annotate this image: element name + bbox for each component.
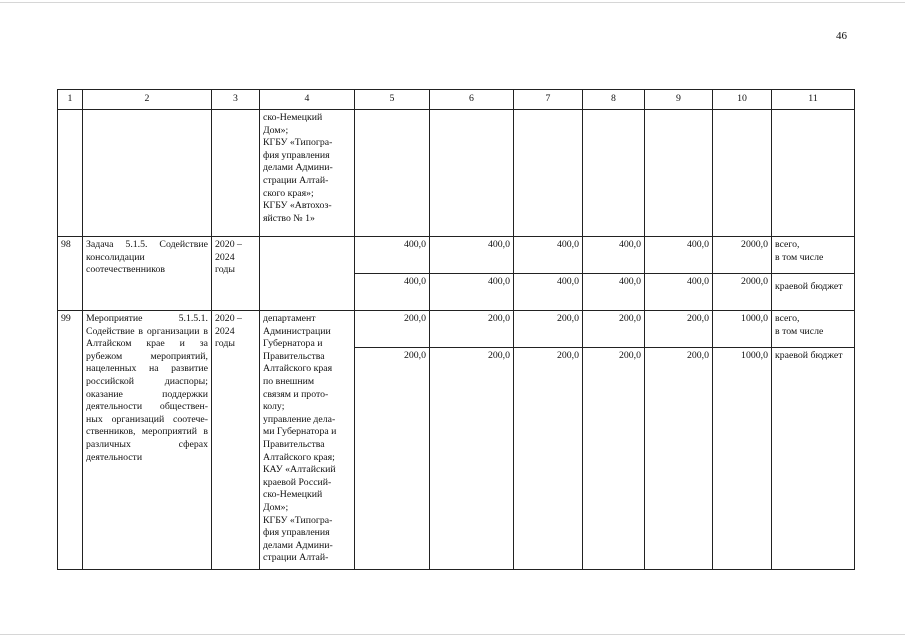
value-2020: 400,0 xyxy=(355,274,430,311)
executor-cell xyxy=(260,237,355,311)
value-2024: 200,0 xyxy=(645,311,713,348)
col-header: 10 xyxy=(713,90,772,110)
value-2022: 400,0 xyxy=(514,237,583,274)
period-cell: 2020 – 2024 годы xyxy=(212,311,260,570)
value-2020: 200,0 xyxy=(355,311,430,348)
value-2023: 400,0 xyxy=(583,274,645,311)
funding-source: краевой бюджет xyxy=(772,348,855,570)
col-header: 9 xyxy=(645,90,713,110)
value-2020: 400,0 xyxy=(355,237,430,274)
value-total: 1000,0 xyxy=(713,348,772,570)
value-total: 2000,0 xyxy=(713,237,772,274)
header-row xyxy=(58,90,855,110)
funding-source: всего, в том числе xyxy=(772,237,855,274)
col-header: 2 xyxy=(83,90,212,110)
funding-source: краевой бюджет xyxy=(772,274,855,311)
col-header: 1 xyxy=(58,90,83,110)
value-2022: 400,0 xyxy=(514,274,583,311)
value-2021: 400,0 xyxy=(430,274,514,311)
value-2024: 200,0 xyxy=(645,348,713,570)
scan-edge-top xyxy=(0,2,905,3)
col-header: 7 xyxy=(514,90,583,110)
col-header: 8 xyxy=(583,90,645,110)
table-row-99 xyxy=(58,311,855,348)
col-header: 4 xyxy=(260,90,355,110)
activity-name: Мероприятие 5.1.5.1. Содействие в организации в Алтайском крае и за рубежом мероприятий, нацеленных на развитие российской диаспоры; оказание поддержки деятельности обществен-ных организаций соотече-ственников, мероприятий в различных сферах деятельности xyxy=(83,311,212,570)
value-2024: 400,0 xyxy=(645,237,713,274)
col-header: 6 xyxy=(430,90,514,110)
value-2021: 200,0 xyxy=(430,311,514,348)
program-table xyxy=(57,89,855,570)
value-2021: 200,0 xyxy=(430,348,514,570)
value-2023: 200,0 xyxy=(583,348,645,570)
value-2022: 200,0 xyxy=(514,311,583,348)
value-2024: 400,0 xyxy=(645,274,713,311)
scan-edge-bottom xyxy=(0,634,905,635)
page-number: 46 xyxy=(836,30,847,42)
col-header: 11 xyxy=(772,90,855,110)
value-2022: 200,0 xyxy=(514,348,583,570)
value-2021: 400,0 xyxy=(430,237,514,274)
table-row-continuation xyxy=(58,110,855,237)
executor-cell: департамент Администрации Губернатора и Правительства Алтайского края по внешним связям и прото- колу; управление дела- ми Губернатора и Правительства Алтайского края; КАУ «Алтайский краевой Россий- ско-Немецкий Дом»; КГБУ «Типогра- фия управления делами Админи- страции Алтай- xyxy=(260,311,355,570)
value-2023: 400,0 xyxy=(583,237,645,274)
value-2020: 200,0 xyxy=(355,348,430,570)
activity-name: Задача 5.1.5. Содействие консолидации соотечественников xyxy=(83,237,212,311)
col-header: 3 xyxy=(212,90,260,110)
value-total: 1000,0 xyxy=(713,311,772,348)
value-total: 2000,0 xyxy=(713,274,772,311)
value-2023: 200,0 xyxy=(583,311,645,348)
period-cell: 2020 – 2024 годы xyxy=(212,237,260,311)
funding-source: всего, в том числе xyxy=(772,311,855,348)
executor-cell: ско-Немецкий Дом»; КГБУ «Типогра- фия управления делами Админи- страции Алтай- ского края»; КГБУ «Автохоз- яйство № 1» xyxy=(260,110,355,237)
row-number: 99 xyxy=(58,311,83,570)
row-number: 98 xyxy=(58,237,83,311)
table-row-98 xyxy=(58,237,855,274)
col-header: 5 xyxy=(355,90,430,110)
